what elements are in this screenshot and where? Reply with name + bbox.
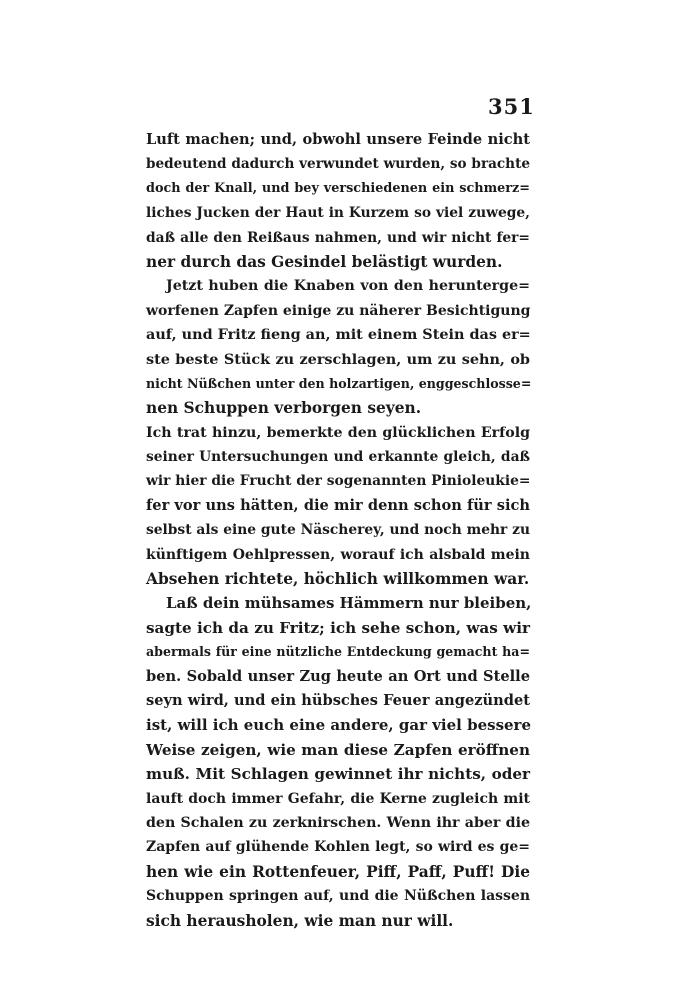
text-line: auf, und Fritz fieng an, mit einem Stein das er= <box>146 326 531 344</box>
text-line: daß alle den Reißaus nahmen, und wir nicht fer= <box>146 229 530 246</box>
text-line: nicht Nüßchen unter den holzartigen, enggeschlosse= <box>146 375 532 391</box>
text-line: doch der Knall, und bey verschiedenen ein schmerz= <box>146 180 530 196</box>
text-line: Schuppen springen auf, und die Nüßchen lassen <box>146 888 530 905</box>
text-line: sich herausholen, wie man nur will. <box>146 911 454 930</box>
text-line: Zapfen auf glühende Kohlen legt, so wird es ge= <box>146 839 530 856</box>
text-line: Luft machen; und, obwohl unsere Feinde nicht <box>146 131 530 148</box>
text-line: Weise zeigen, wie man diese Zapfen eröffnen <box>146 740 530 759</box>
text-line: lauft doch immer Gefahr, die Kerne zugleich mit <box>146 790 530 807</box>
text-line: Laß dein mühsames Hämmern nur bleiben, <box>166 594 532 613</box>
text-line: seyn wird, und ein hübsches Feuer angezündet <box>146 691 530 709</box>
text-line: Absehen richtete, höchlich willkommen war. <box>146 570 530 589</box>
text-line: bedeutend dadurch verwundet wurden, so brachte <box>146 156 530 173</box>
text-line: Jetzt huben die Knaben von den herunterge= <box>166 278 530 295</box>
text-line: nen Schuppen verborgen seyen. <box>146 399 422 418</box>
text-line: sagte ich da zu Fritz; ich sehe schon, was wir <box>146 618 530 637</box>
text-line: hen wie ein Rottenfeuer, Piff, Paff, Puff! Die <box>146 862 530 881</box>
page-number: 351 <box>488 94 535 119</box>
text-line: fer vor uns hätten, die mir denn schon für sich <box>146 496 530 514</box>
text-line: künftigem Oehlpressen, worauf ich alsbald mein <box>146 546 530 563</box>
text-line: worfenen Zapfen einige zu näherer Besichtigung <box>146 302 531 319</box>
text-line: liches Jucken der Haut in Kurzem so viel zuwege, <box>146 205 530 222</box>
body-text <box>146 128 530 933</box>
text-line: ner durch das Gesindel belästigt wurden. <box>146 252 503 271</box>
text-line: Ich trat hinzu, bemerkte den glücklichen Erfolg <box>146 424 530 441</box>
text-line: wir hier die Frucht der sogenannten Pinioleukie= <box>146 473 531 490</box>
text-line: abermals für eine nützliche Entdeckung gemacht ha= <box>146 644 530 660</box>
text-line: ste beste Stück zu zerschlagen, um zu sehn, ob <box>146 350 530 368</box>
text-line: ist, will ich euch eine andere, gar viel bessere <box>146 716 531 735</box>
text-line: den Schalen zu zerknirschen. Wenn ihr aber die <box>146 814 530 831</box>
text-line: seiner Untersuchungen und erkannte gleich, daß <box>146 449 530 466</box>
text-line: muß. Mit Schlagen gewinnet ihr nichts, oder <box>146 765 530 784</box>
text-line: ben. Sobald unser Zug heute an Ort und Stelle <box>146 667 530 685</box>
text-line: selbst als eine gute Näscherey, und noch mehr zu <box>146 522 530 539</box>
